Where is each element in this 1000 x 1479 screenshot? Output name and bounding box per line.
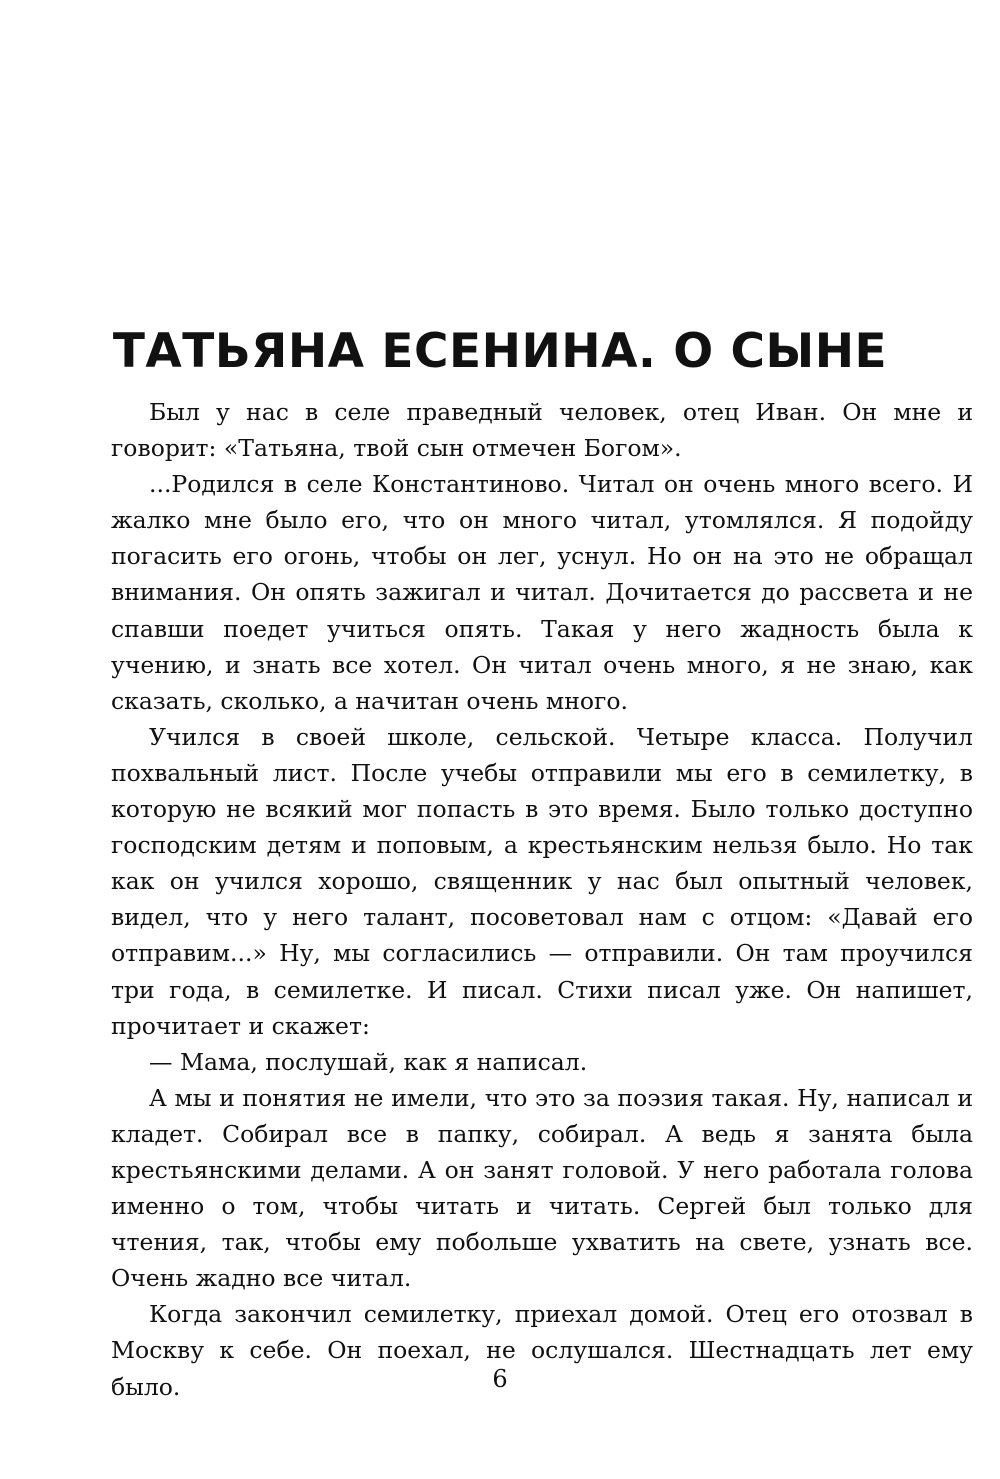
dialogue-line: — Мама, послушай, как я написал. (149, 1047, 588, 1076)
chapter-body (111, 394, 973, 1405)
chapter-title: ТАТЬЯНА ЕСЕНИНА. О СЫНЕ (112, 324, 888, 379)
paragraph: А мы и понятия не имели, что это за поэзия такая. Ну, написал и кладет. Собирал все в папку, собирал. А ведь я занята была крестьянскими делами. А он занят головой. У него работала голова именно о том, чтобы читать и читать. Сергей был только для чтения, так, чтобы ему побольше ухватить на свете, узнать все. Очень жадно все читал. (111, 1083, 973, 1293)
paragraph: Учился в своей школе, сельской. Четыре класса. Получил похвальный лист. После учебы отправили мы его в семилетку, в которую не всякий мог попасть в это время. Было только доступно господским детям и поповым, а крестьянским нельзя было. Но так как он учился хорошо, священник у нас был опытный человек, видел, что у него талант, посоветовал нам с отцом: «Давай его отправим...» Ну, мы согласились — отправили. Он там проучился три года, в семилетке. И писал. Стихи писал уже. Он напишет, прочитает и скажет: (111, 722, 973, 1040)
paragraph: Был у нас в селе праведный человек, отец Иван. Он мне и говорит: «Татьяна, твой сын отмечен Богом». (111, 398, 973, 463)
paragraph: Когда закончил семилетку, приехал домой. Отец его отозвал в Москву к себе. Он поехал, не ослушался. Шестнадцать лет ему было. (111, 1300, 973, 1401)
paragraph: ...Родился в селе Константиново. Читал он очень много всего. И жалко мне было его, что он много читал, утомлялся. Я подойду погасить его огонь, чтобы он лег, уснул. Но он на это не обращал внимания. Он опять зажигал и читал. Дочитается до рассвета и не спавши поедет учиться опять. Такая у него жадность была к учению, и знать все хотел. Он читал очень много, я не знаю, как сказать, сколько, а начитан очень много. (111, 470, 973, 715)
page-number: 6 (492, 1365, 508, 1393)
